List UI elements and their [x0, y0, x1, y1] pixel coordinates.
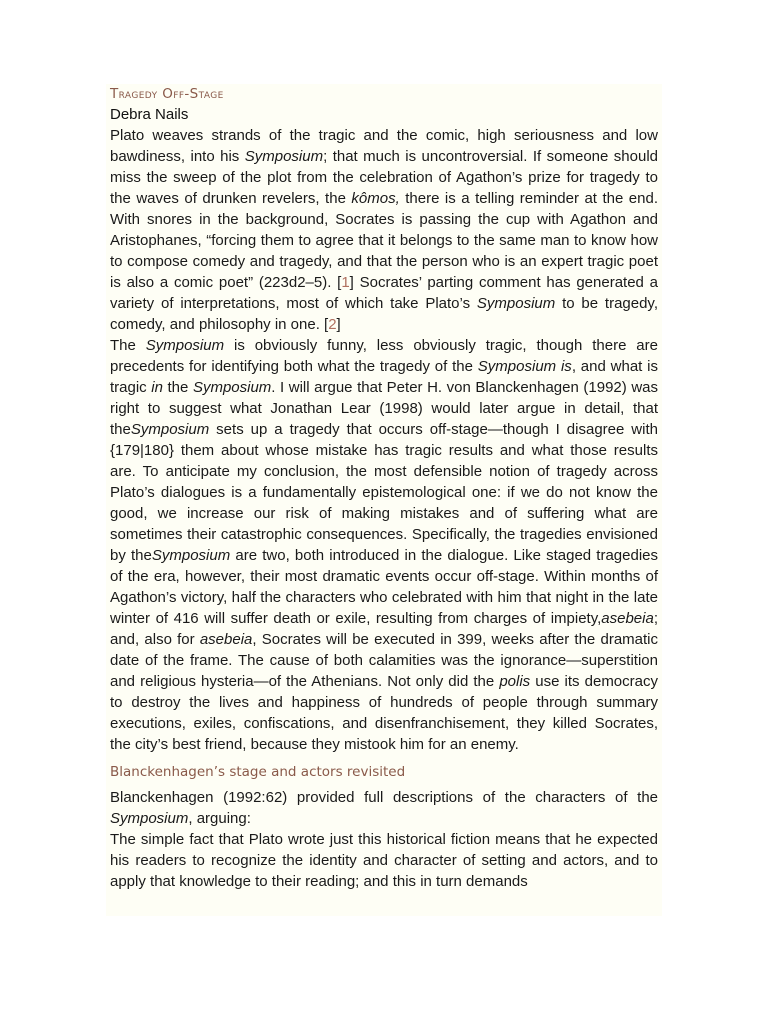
block-quote: The simple fact that Plato wrote just this historical fiction means that he expected his readers to recognize the identity and character of setting and actors, and to apply that knowledge to their reading; and this in turn demands	[110, 831, 658, 890]
paragraph-1: Plato weaves strands of the tragic and the comic, high seriousness and low bawdiness, into his Symposium; that much is uncontroversial. If someone should miss the sweep of the plot from the celebration of Agathon’s prize for tragedy to the waves of drunken revelers, the kômos, there is a telling reminder at the end. With snores in the background, Socrates is passing the cup with Agathon and Aristophanes, “forcing them to agree that it belongs to the same man to know how to compose comedy and tragedy, and that the person who is an expert tragic poet is also a comic poet” (223d2–5). [1] Socrates’ parting comment has generated a variety of interpretations, most of which take Plato’s Symposium to be tragedy, comedy, and philosophy in one. [2]	[110, 127, 658, 333]
article-title: Tragedy Off-Stage	[110, 86, 224, 102]
paragraph-2: The Symposium is obviously funny, less obviously tragic, though there are precedents for identifying both what the tragedy of the Symposium is, and what is tragic in the Symposium. I will argue that Peter H. von Blanckenhagen (1992) was right to suggest what Jonathan Lear (1998) would later argue in detail, that theSymposium sets up a tragedy that occurs off-stage—though I disagree with {179|180} them about whose mistake has tragic results and what those results are. To anticipate my conclusion, the most defensible notion of tragedy across Plato’s dialogues is a fundamentally epistemological one: if we do not know the good, we increase our risk of making mistakes and of suffering what are sometimes their catastrophic consequences. Specifically, the tragedies envisioned by theSymposium are two, both introduced in the dialogue. Like staged tragedies of the era, however, their most dramatic events occur off-stage. Within months of Agathon’s victory, half the characters who celebrated with him that night in the late winter of 416 will suffer death or exile, resulting from charges of impiety,asebeia; and, also for asebeia, Socrates will be executed in 399, weeks after the dramatic date of the frame. The cause of both calamities was the ignorance—superstition and religious hysteria—of the Athenians. Not only did the polis use its democracy to destroy the lives and happiness of hundreds of people through summary executions, exiles, confiscations, and disenfranchisement, they killed Socrates, the city’s best friend, because they mistook him for an enemy.	[110, 337, 659, 753]
footnote-link-1[interactable]: 1	[341, 274, 350, 291]
document-page	[106, 84, 662, 916]
article-author: Debra Nails	[110, 106, 189, 123]
paragraph-3: Blanckenhagen (1992:62) provided full descriptions of the characters of the Symposium, arguing:	[110, 789, 658, 827]
footnote-link-2[interactable]: 2	[328, 316, 337, 333]
section-heading: Blanckenhagen’s stage and actors revisited	[110, 764, 406, 780]
